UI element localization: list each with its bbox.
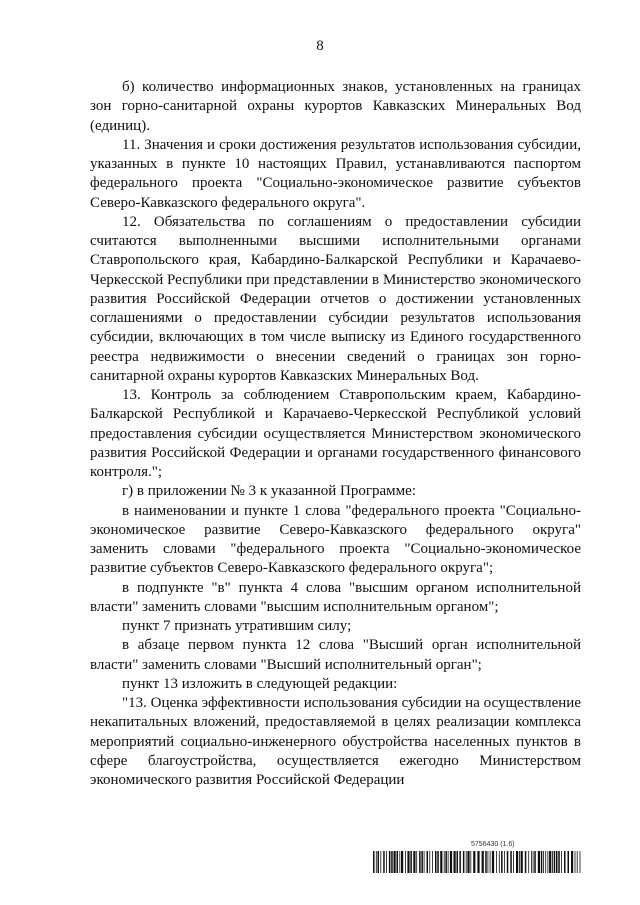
paragraph-11: 11. Значения и сроки достижения результатов использования субсидии, указанных в пункте 10 настоящих Правил, устанавливаются паспортом федерального проекта "Социально-экономическое развитие субъектов Северо-Кавказского федерального округа". xyxy=(90,136,581,211)
paragraph-point-13-intro: пункт 13 изложить в следующей редакции: xyxy=(122,675,398,692)
paragraph-g-appendix-3: г) в приложении № 3 к указанной Программе: xyxy=(122,483,416,500)
paragraph-point-7: пункт 7 признать утратившим силу; xyxy=(122,618,352,634)
document-body xyxy=(90,78,581,790)
barcode-label: 5756430 (1.6) xyxy=(471,841,515,848)
paragraph-13-evaluation: "13. Оценка эффективности использования субсидии на осуществление некапитальных вложений, предоставляемой в целях реализации комплекса мероприятий социально-инженерного обустройства населенных пунктов в сфере благоустройства, осуществляется ежегодно Министерством экономического развития Российской Федерации xyxy=(90,695,581,788)
paragraph-13-control: 13. Контроль за соблюдением Ставропольским краем, Кабардино-Балкарской Республикой и Карачаево-Черкесской Республикой условий предоставления субсидии осуществляется Министерством экономического развития Российской Федерации и органами государственного финансового контроля."; xyxy=(90,387,581,480)
paragraph-b-info-signs: б) количество информационных знаков, установленных на границах зон горно-санитарной охраны курортов Кавказских Минеральных Вод (единиц). xyxy=(90,79,581,134)
page-number: 8 xyxy=(316,38,324,54)
barcode-icon xyxy=(373,851,583,873)
paragraph-12: 12. Обязательства по соглашениям о предоставлении субсидии считаются выполненными высшими исполнительными органами Ставропольского края, Кабардино-Балкарской Республики и Карачаево-Черкесской Республики при представлении в Министерство экономического развития Российской Федерации отчетов о достижении установленных соглашениями о предоставлении субсидии результатов использования субсидии, включающих в том числе выписку из Единого государственного реестра недвижимости о внесении сведений о границах зон горно-санитарной охраны курортов Кавказских Минеральных Вод. xyxy=(90,213,581,384)
paragraph-point-12: в абзаце первом пункта 12 слова "Высший орган исполнительной власти" заменить словами "Высший исполнительный орган"; xyxy=(90,637,581,673)
paragraph-subpoint-v: в подпункте "в" пункта 4 слова "высшим органом исполнительной власти" заменить словами "высшим исполнительным органом"; xyxy=(90,579,581,615)
paragraph-title-replacement: в наименовании и пункте 1 слова "федерального проекта "Социально-экономическое развитие Северо-Кавказского федерального округа" заменить словами "федерального проекта "Социально-экономическое развитие субъектов Северо-Кавказского федерального округа"; xyxy=(90,502,581,577)
